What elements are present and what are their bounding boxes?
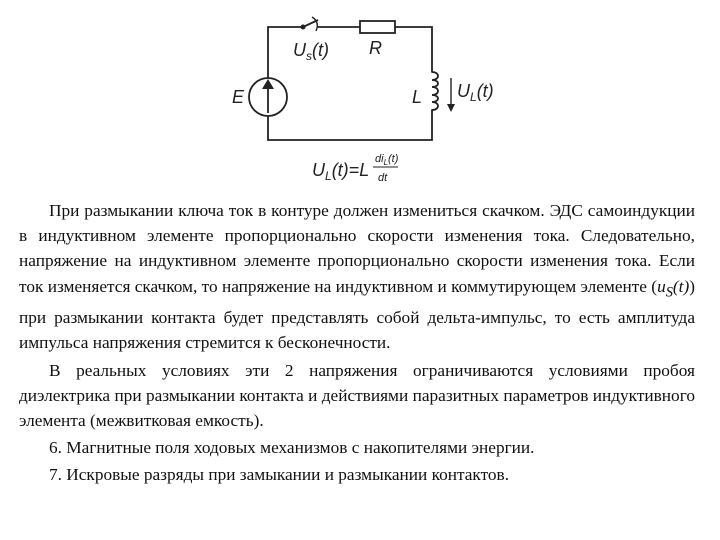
voltage-variable: $u_S(t)$ [657,276,690,301]
svg-text:UL(t)=L: $U_L(t)=L$ [312,160,370,183]
body-text [19,198,695,490]
voltage-source-symbol [249,78,287,116]
formula [312,153,399,184]
label-inductor-voltage: $U_L(t)$ [457,81,494,104]
svg-text:diL(t): $di_L(t)$ [375,153,399,167]
label-switch-voltage: $U_s(t)$ [293,40,329,63]
circuit-diagram [0,0,720,200]
resistor-symbol [360,21,395,33]
inductor-symbol [432,72,438,110]
label-resistor: R [369,38,382,58]
list-item-6: 6. Магнитные поля ходовых механизмов с накопителями энергии. [49,438,535,458]
wire-right-bottom [268,110,432,140]
label-inductor: L [412,87,423,107]
voltage-arrow [447,78,455,112]
paragraph-switching: При размыкании ключа ток в контуре должен измениться скачком. ЭДС самоиндукции в индуктивном элементе пропорционально скорости изменения тока. Следовательно, напряжение на индуктивном элементе пропорционально скорости изменения тока. Если ток изменяется скачком, то напряжение на индуктивном и коммутирующем элементе $(u_S(t))$ при размыкании контакта будет представлять собой дельта-импульс, то есть амплитуда импульса напряжения стремится к бесконечности. [19,201,695,353]
paragraph-real-conditions: В реальных условиях эти 2 напряжения ограничиваются условиями пробоя диэлектрика при размыкании контакта и действиями паразитных параметров индуктивного элемента (межвитковая емкость). [19,360,695,431]
switch-symbol [301,17,318,31]
svg-text:dt: dt [378,172,388,184]
label-source: E [232,87,245,107]
wire-top-right [395,27,432,72]
list-item-7: 7. Искровые разряды при замыкании и размыкании контактов. [49,465,510,485]
